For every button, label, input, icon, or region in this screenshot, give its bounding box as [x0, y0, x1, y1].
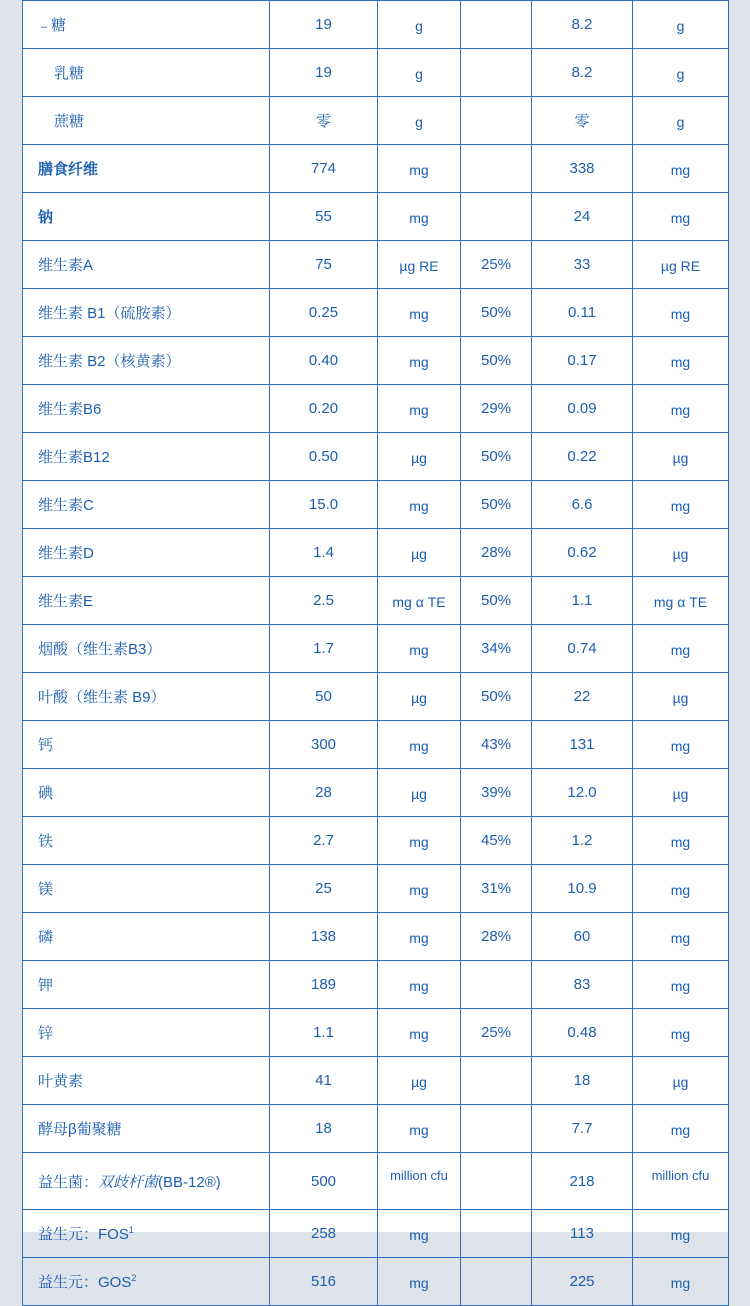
footnote-marker: 1 — [128, 1225, 134, 1235]
per-100g-unit: µg RE — [378, 241, 461, 289]
table-row — [23, 961, 729, 1009]
per-serving-unit: µg — [633, 769, 729, 817]
nutrient-label: 镁 — [38, 881, 54, 898]
per-serving-unit: mg — [633, 961, 729, 1009]
nutrition-table-body — [23, 1, 729, 1306]
per-100g-value: 0.20 — [270, 385, 378, 433]
per-100g-unit: mg α TE — [378, 577, 461, 625]
nutrient-name — [23, 769, 270, 817]
nutrient-label: 钙 — [38, 737, 54, 754]
per-100g-unit: mg — [378, 193, 461, 241]
nutrient-label: 维生素A — [38, 257, 94, 274]
per-100g-value: 138 — [270, 913, 378, 961]
nutrient-label: 膳食纤维 — [38, 161, 99, 178]
nutrient-name — [23, 241, 270, 289]
per-100g-unit: g — [378, 97, 461, 145]
table-row — [23, 721, 729, 769]
per-serving-unit: million cfu — [633, 1153, 729, 1210]
nrv-percent — [461, 1, 532, 49]
nrv-percent: 29% — [461, 385, 532, 433]
per-serving-unit: mg — [633, 1258, 729, 1306]
per-100g-value: 1.1 — [270, 1009, 378, 1057]
nrv-percent — [461, 1153, 532, 1210]
nrv-percent: 34% — [461, 625, 532, 673]
nutrient-label-tail: (BB-12®) — [158, 1173, 221, 1191]
table-row — [23, 1210, 729, 1258]
per-100g-unit: µg — [378, 529, 461, 577]
nutrient-name — [23, 1258, 270, 1306]
nutrient-name — [23, 1009, 270, 1057]
per-serving-value: 10.9 — [532, 865, 633, 913]
per-100g-unit: g — [378, 1, 461, 49]
nutrient-label: 锌 — [38, 1025, 54, 1042]
per-100g-value: 0.40 — [270, 337, 378, 385]
per-serving-value: 12.0 — [532, 769, 633, 817]
table-row — [23, 1009, 729, 1057]
per-serving-value: 1.2 — [532, 817, 633, 865]
per-serving-unit: mg α TE — [633, 577, 729, 625]
per-serving-unit: g — [633, 1, 729, 49]
nutrient-label: 磷 — [38, 929, 54, 946]
table-row — [23, 337, 729, 385]
footnote-marker: 2 — [131, 1273, 137, 1283]
per-100g-value: 300 — [270, 721, 378, 769]
nrv-percent: 28% — [461, 529, 532, 577]
per-serving-unit: µg — [633, 1057, 729, 1105]
per-100g-value: 1.4 — [270, 529, 378, 577]
table-row — [23, 481, 729, 529]
nutrient-name — [23, 385, 270, 433]
per-serving-value: 0.09 — [532, 385, 633, 433]
table-row — [23, 193, 729, 241]
nutrient-name — [23, 913, 270, 961]
per-100g-unit: mg — [378, 625, 461, 673]
per-100g-value: 18 — [270, 1105, 378, 1153]
nutrient-label: 维生素 B2（核黄素） — [38, 353, 181, 370]
per-serving-value: 22 — [532, 673, 633, 721]
per-serving-unit: µg RE — [633, 241, 729, 289]
per-serving-unit: mg — [633, 337, 729, 385]
table-row — [23, 1, 729, 49]
nrv-percent: 31% — [461, 865, 532, 913]
per-100g-value: 28 — [270, 769, 378, 817]
per-100g-value: 19 — [270, 49, 378, 97]
table-row — [23, 769, 729, 817]
nrv-percent: 25% — [461, 241, 532, 289]
nrv-percent — [461, 97, 532, 145]
per-100g-unit: mg — [378, 865, 461, 913]
nrv-percent: 50% — [461, 337, 532, 385]
nrv-percent: 50% — [461, 577, 532, 625]
nutrient-name — [23, 193, 270, 241]
nutrient-name — [23, 1, 270, 49]
per-serving-value: 60 — [532, 913, 633, 961]
per-serving-unit: g — [633, 49, 729, 97]
per-serving-unit: mg — [633, 289, 729, 337]
table-row — [23, 1057, 729, 1105]
nutrient-name — [23, 145, 270, 193]
nutrient-name — [23, 721, 270, 769]
per-100g-unit: mg — [378, 961, 461, 1009]
per-serving-value: 225 — [532, 1258, 633, 1306]
nutrient-label: 益生菌： — [38, 1173, 99, 1191]
per-100g-unit: mg — [378, 1105, 461, 1153]
table-row — [23, 289, 729, 337]
per-100g-unit: mg — [378, 1210, 461, 1258]
nutrient-label-italic: 双歧杆菌 — [98, 1173, 159, 1191]
table-row — [23, 865, 729, 913]
nutrient-name — [23, 1105, 270, 1153]
per-100g-unit: µg — [378, 769, 461, 817]
nutrient-name — [23, 1210, 270, 1258]
table-row — [23, 97, 729, 145]
per-100g-value: 零 — [270, 97, 378, 145]
nutrient-label: 钠 — [38, 209, 54, 226]
nutrient-label: 维生素B12 — [38, 449, 110, 466]
nrv-percent — [461, 1057, 532, 1105]
nutrient-label: 酵母β葡聚糖 — [38, 1121, 122, 1138]
nutrient-name — [23, 961, 270, 1009]
per-serving-unit: mg — [633, 817, 729, 865]
nutrient-name — [23, 433, 270, 481]
table-row — [23, 529, 729, 577]
per-serving-value: 113 — [532, 1210, 633, 1258]
per-serving-unit: mg — [633, 721, 729, 769]
nrv-percent: 45% — [461, 817, 532, 865]
nutrient-name — [23, 529, 270, 577]
per-serving-value: 218 — [532, 1153, 633, 1210]
nutrient-label: 维生素E — [38, 593, 94, 610]
per-serving-value: 8.2 — [532, 49, 633, 97]
nutrient-name — [23, 865, 270, 913]
per-100g-unit: mg — [378, 913, 461, 961]
per-100g-unit: µg — [378, 1057, 461, 1105]
per-serving-value: 0.48 — [532, 1009, 633, 1057]
nrv-percent — [461, 1105, 532, 1153]
per-serving-value: 83 — [532, 961, 633, 1009]
per-100g-unit: mg — [378, 289, 461, 337]
nrv-percent — [461, 49, 532, 97]
table-row — [23, 817, 729, 865]
table-row — [23, 385, 729, 433]
per-100g-value: 55 — [270, 193, 378, 241]
per-100g-value: 516 — [270, 1258, 378, 1306]
per-serving-value: 零 — [532, 97, 633, 145]
table-row — [23, 913, 729, 961]
nutrient-label: 叶黄素 — [38, 1073, 84, 1090]
per-100g-value: 75 — [270, 241, 378, 289]
per-100g-unit: g — [378, 49, 461, 97]
nrv-percent — [461, 145, 532, 193]
per-serving-value: 0.62 — [532, 529, 633, 577]
nutrient-label: 维生素 B1（硫胺素） — [38, 305, 181, 322]
per-100g-unit: µg — [378, 433, 461, 481]
per-100g-value: 500 — [270, 1153, 378, 1210]
per-100g-value: 0.25 — [270, 289, 378, 337]
per-serving-unit: mg — [633, 385, 729, 433]
per-100g-unit: mg — [378, 145, 461, 193]
per-serving-value: 338 — [532, 145, 633, 193]
nutrient-name — [23, 577, 270, 625]
per-serving-unit: mg — [633, 193, 729, 241]
per-serving-value: 0.22 — [532, 433, 633, 481]
nutrient-label: 蔗糖 — [54, 113, 85, 130]
per-100g-value: 1.7 — [270, 625, 378, 673]
nrv-percent: 39% — [461, 769, 532, 817]
nutrient-name — [23, 97, 270, 145]
per-100g-unit: mg — [378, 817, 461, 865]
per-serving-unit: mg — [633, 625, 729, 673]
per-serving-unit: g — [633, 97, 729, 145]
per-100g-unit: µg — [378, 673, 461, 721]
per-100g-unit: mg — [378, 1258, 461, 1306]
nutrient-name — [23, 817, 270, 865]
per-serving-unit: mg — [633, 145, 729, 193]
table-row — [23, 1258, 729, 1306]
per-100g-unit: mg — [378, 1009, 461, 1057]
per-serving-unit: µg — [633, 673, 729, 721]
table-row — [23, 1105, 729, 1153]
nutrient-label: 烟酸（维生素B3） — [38, 641, 162, 658]
per-serving-value: 8.2 — [532, 1, 633, 49]
nrv-percent — [461, 1210, 532, 1258]
per-serving-value: 7.7 — [532, 1105, 633, 1153]
per-100g-value: 0.50 — [270, 433, 378, 481]
nutrient-name — [23, 481, 270, 529]
table-row — [23, 673, 729, 721]
nutrient-name — [23, 1057, 270, 1105]
per-serving-value: 1.1 — [532, 577, 633, 625]
per-serving-value: 0.74 — [532, 625, 633, 673]
per-100g-value: 25 — [270, 865, 378, 913]
nutrient-label: 钾 — [38, 977, 54, 994]
nutrient-label: 乳糖 — [54, 65, 85, 82]
per-serving-unit: mg — [633, 1210, 729, 1258]
nutrient-label: 维生素C — [38, 497, 94, 514]
nutrient-label: 益生元：GOS — [38, 1274, 132, 1291]
per-100g-value: 15.0 — [270, 481, 378, 529]
table-row — [23, 1153, 729, 1210]
nrv-percent: 28% — [461, 913, 532, 961]
nutrient-name — [23, 1153, 270, 1210]
nrv-percent — [461, 1258, 532, 1306]
nrv-percent: 50% — [461, 673, 532, 721]
per-serving-unit: µg — [633, 529, 729, 577]
nrv-percent — [461, 193, 532, 241]
nutrient-label: 维生素D — [38, 545, 94, 562]
per-serving-value: 0.11 — [532, 289, 633, 337]
nutrient-name — [23, 673, 270, 721]
per-serving-unit: mg — [633, 865, 729, 913]
per-100g-value: 50 — [270, 673, 378, 721]
per-serving-value: 24 — [532, 193, 633, 241]
nutrient-name — [23, 289, 270, 337]
per-serving-unit: mg — [633, 913, 729, 961]
per-100g-unit: million cfu — [378, 1153, 461, 1210]
table-row — [23, 145, 729, 193]
per-serving-unit: mg — [633, 1105, 729, 1153]
nutrient-name — [23, 337, 270, 385]
nrv-percent: 25% — [461, 1009, 532, 1057]
per-100g-value: 774 — [270, 145, 378, 193]
table-row — [23, 241, 729, 289]
nutrient-label: 维生素B6 — [38, 401, 102, 418]
table-row — [23, 625, 729, 673]
per-100g-value: 41 — [270, 1057, 378, 1105]
per-100g-value: 2.7 — [270, 817, 378, 865]
sub-item-dash: – — [41, 21, 48, 33]
nrv-percent: 43% — [461, 721, 532, 769]
per-serving-unit: µg — [633, 433, 729, 481]
nutrient-label: 叶酸（维生素 B9） — [38, 689, 166, 706]
table-row — [23, 433, 729, 481]
per-100g-unit: mg — [378, 337, 461, 385]
per-serving-value: 0.17 — [532, 337, 633, 385]
per-serving-unit: mg — [633, 1009, 729, 1057]
nutrient-name — [23, 625, 270, 673]
per-serving-value: 6.6 — [532, 481, 633, 529]
per-100g-unit: mg — [378, 385, 461, 433]
nutrient-label: 益生元：FOS — [38, 1226, 129, 1243]
nrv-percent: 50% — [461, 289, 532, 337]
per-serving-value: 18 — [532, 1057, 633, 1105]
table-row — [23, 577, 729, 625]
per-serving-unit: mg — [633, 481, 729, 529]
per-100g-value: 2.5 — [270, 577, 378, 625]
nutrient-name — [23, 49, 270, 97]
nrv-percent: 50% — [461, 433, 532, 481]
nrv-percent: 50% — [461, 481, 532, 529]
nutrient-label: 碘 — [38, 785, 54, 802]
per-100g-unit: mg — [378, 721, 461, 769]
nutrient-label: 铁 — [38, 833, 54, 850]
per-100g-value: 258 — [270, 1210, 378, 1258]
per-100g-value: 19 — [270, 1, 378, 49]
per-serving-value: 131 — [532, 721, 633, 769]
nutrition-table — [22, 0, 729, 1306]
nutrition-sheet — [22, 0, 728, 1291]
table-row — [23, 49, 729, 97]
nrv-percent — [461, 961, 532, 1009]
per-100g-unit: mg — [378, 481, 461, 529]
per-serving-value: 33 — [532, 241, 633, 289]
per-100g-value: 189 — [270, 961, 378, 1009]
nutrient-label: 糖 — [51, 17, 67, 34]
